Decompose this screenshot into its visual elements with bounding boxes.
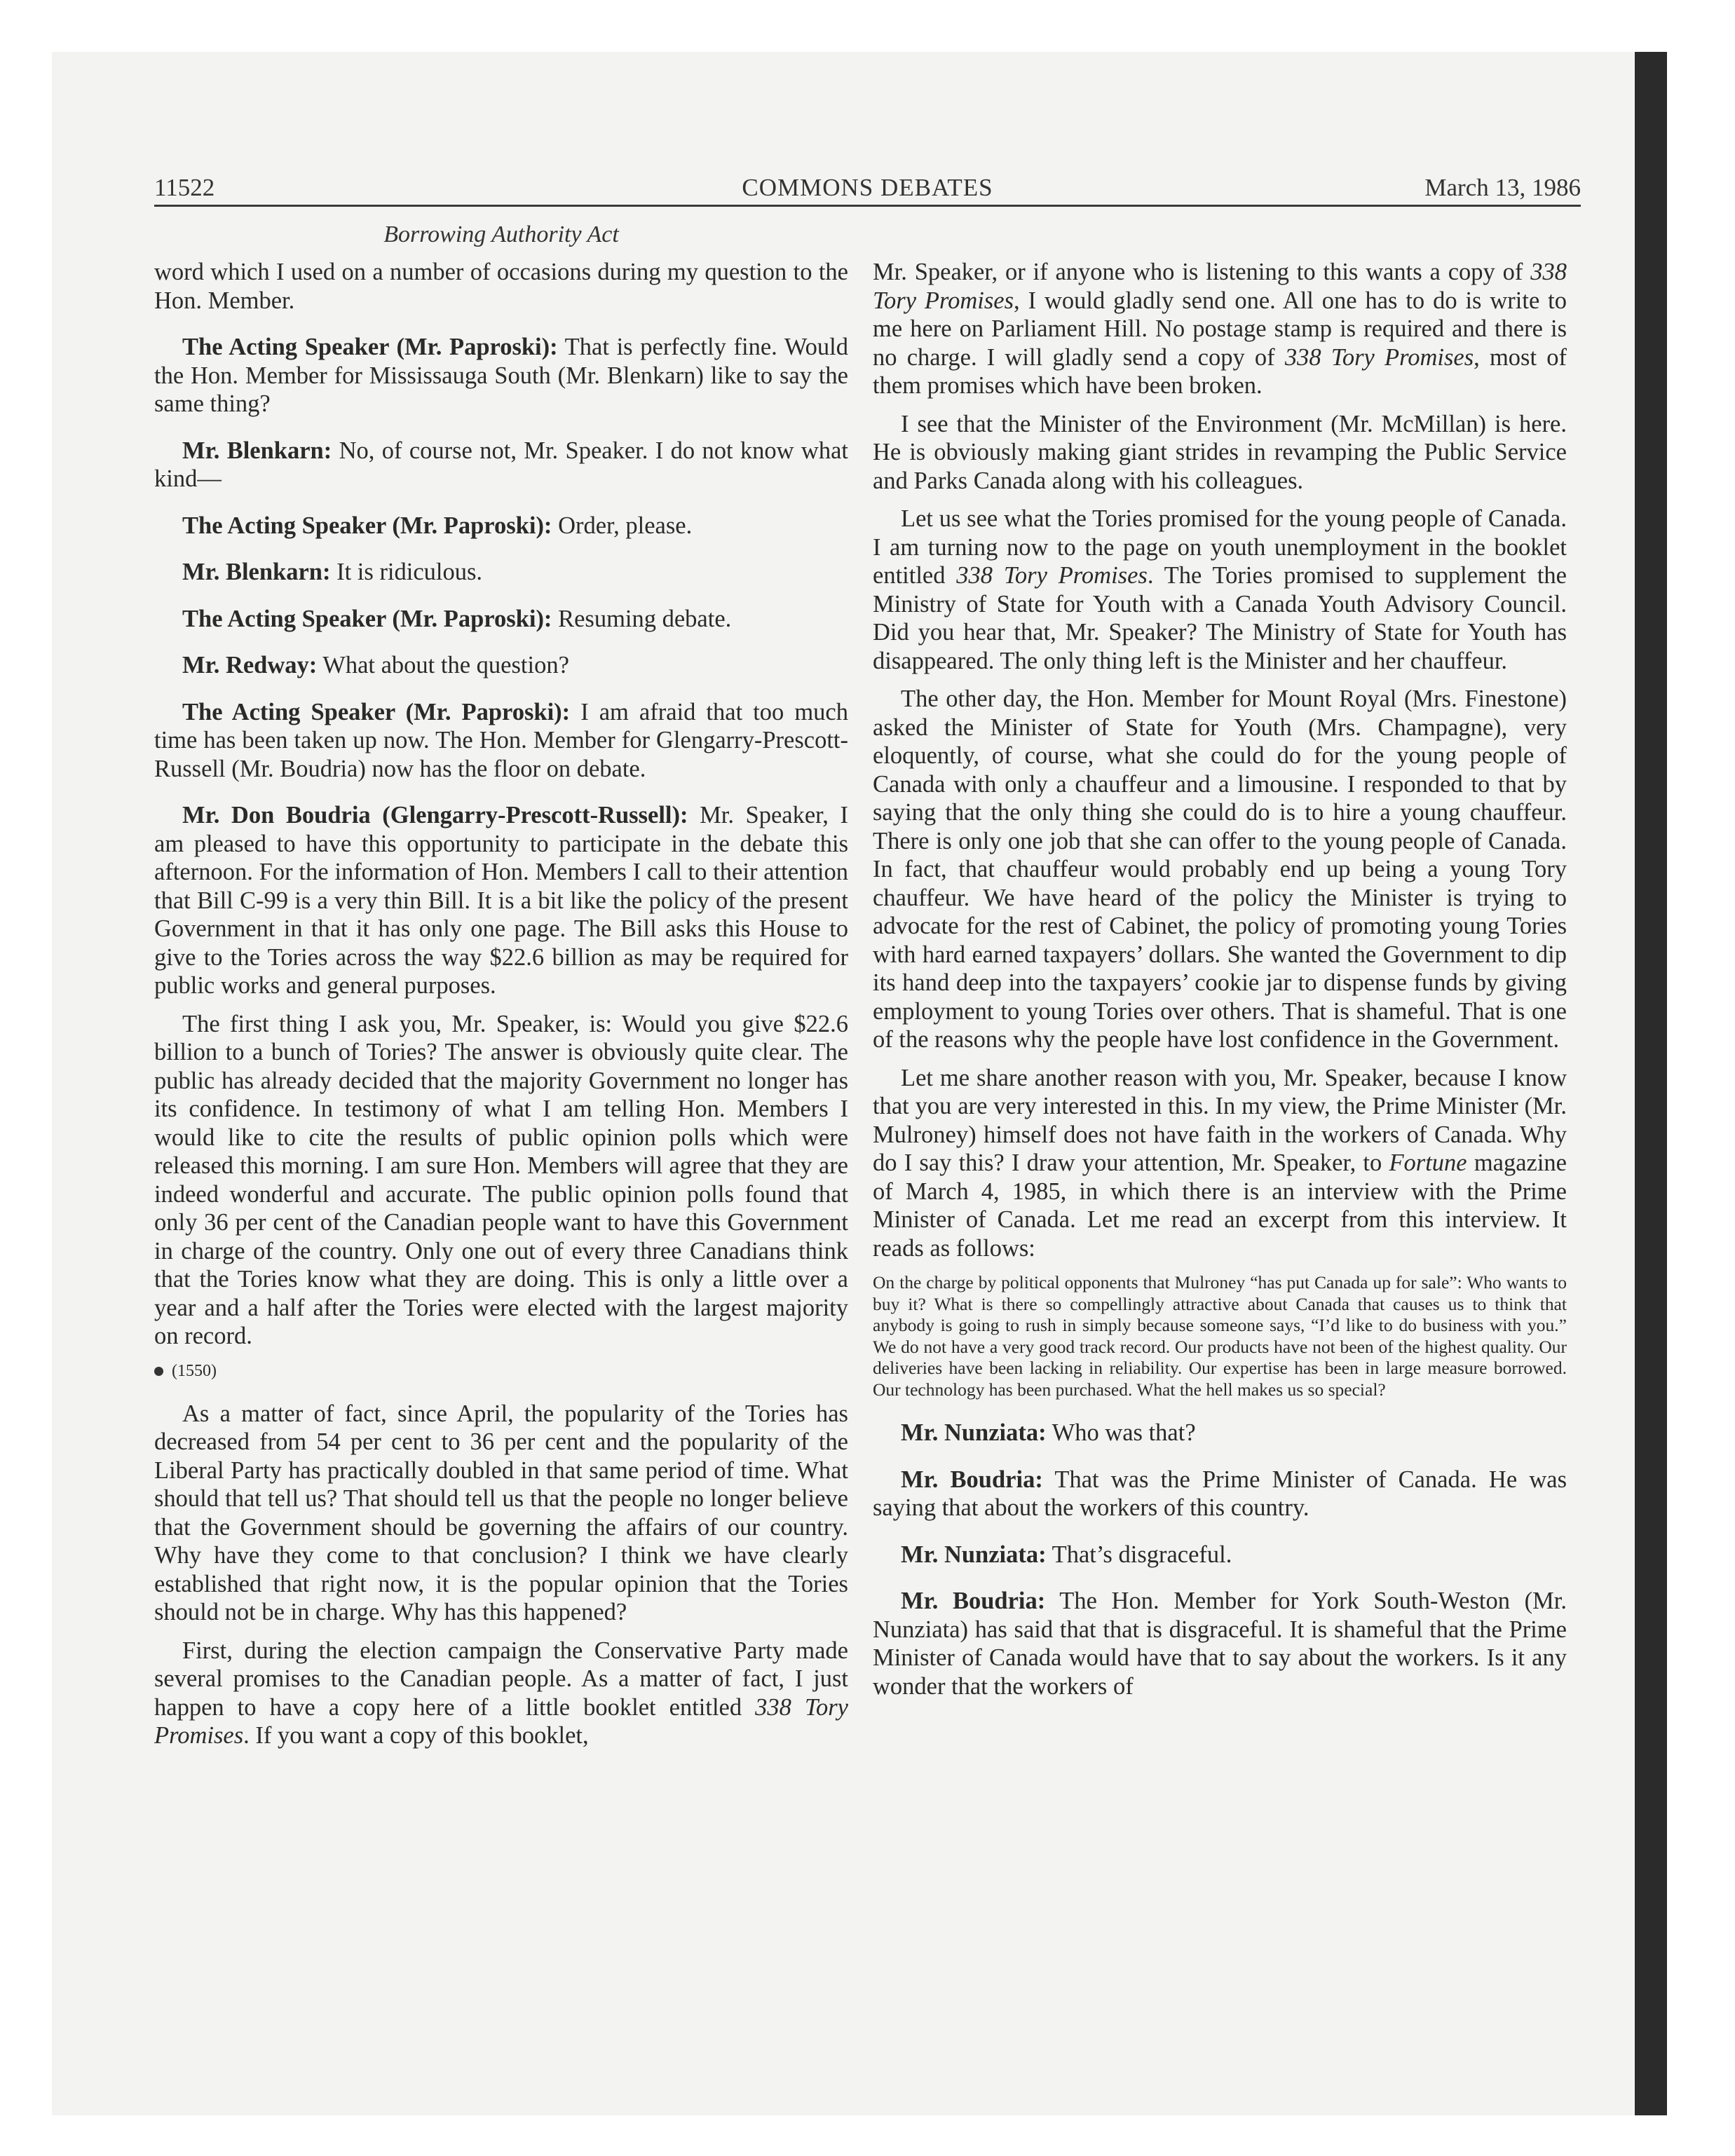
speaker-name: Mr. Boudria: — [901, 1466, 1043, 1493]
page-number: 11522 — [154, 174, 215, 201]
speaker-name: Mr. Nunziata: — [901, 1419, 1047, 1446]
speech-paragraph — [154, 651, 848, 680]
paragraph: The first thing I ask you, Mr. Speaker, is: Would you give $22.6 billion to a bunch of Tories? The answer is obviously quite clear. The public has already decided that the majority Government no longer has its confidence. In testimony of what I am telling Hon. Members I would like to cite the results of public opinion polls which were released this morning. I am sure Hon. Members will agree that they are indeed wonderful and accurate. The public opinion polls found that only 36 per cent of the Canadian people want to have this Government in charge of the country. Only one out of every three Canadians think that the Tories know what they are doing. This is only a little over a year and a half after the Tories were elected with the largest majority on record. — [154, 1010, 848, 1349]
speaker-name: Mr. Blenkarn: — [182, 559, 331, 585]
speech-paragraph — [154, 801, 848, 1000]
speaker-name: Mr. Nunziata: — [901, 1541, 1047, 1568]
section-subhead: Borrowing Authority Act — [383, 221, 619, 247]
speech-text: Resuming debate. — [552, 605, 732, 632]
speaker-name: Mr. Boudria: — [901, 1588, 1046, 1614]
speaker-name: The Acting Speaker (Mr. Paproski): — [182, 512, 552, 539]
speech-text: It is ridiculous. — [330, 559, 483, 585]
paragraph-text: Mr. Speaker, or if anyone who is listening to this wants a copy of — [873, 259, 1531, 285]
speech-paragraph — [873, 1541, 1567, 1569]
paragraph: I see that the Minister of the Environment (Mr. McMillan) is here. He is obviously making giant strides in revamping the Public Service and Parks Canada along with his colleagues. — [873, 410, 1567, 494]
paragraph — [873, 1064, 1567, 1263]
running-header — [154, 165, 1581, 207]
speech-paragraph — [154, 512, 848, 540]
paragraph-text: . The Tories promised to supplement the Ministry of State for Youth with a Canada Youth Advisory Council. Did you hear that, Mr. Speaker? The Ministry of State for Youth has disappeared. The only thing left is the Minister and her chauffeur. — [873, 562, 1567, 674]
publication-date: March 13, 1986 — [1424, 174, 1581, 201]
speaker-name: Mr. Blenkarn: — [182, 437, 332, 464]
page-edge-shadow — [1635, 52, 1667, 2115]
magazine-title: Fortune — [1389, 1149, 1467, 1176]
left-column — [154, 258, 848, 1760]
block-quote: On the charge by political opponents that Mulroney “has put Canada up for sale”: Who wants to buy it? What is there so compellingly attractive about Canada that causes us to think that anybody is going to rush in simply because someone says, “I’d like to do business with you.” We do not have a very good track record. Our products have not been of the highest quality. Our deliveries have been lacking in reliability. Our expertise has been in large measure borrowed. Our technology has been purchased. What the hell makes us so special? — [873, 1272, 1567, 1400]
booklet-title: 338 Tory Promises — [873, 259, 1567, 314]
booklet-title: 338 Tory Promises — [956, 562, 1148, 589]
paragraph: As a matter of fact, since April, the popularity of the Tories has decreased from 54 per cent to 36 per cent and the popularity of the Liberal Party has practically doubled in that same period of time. What should that tell us? That should tell us that the people no longer believe that the Government should be governing the affairs of our country. Why have they come to that conclusion? I think we have clearly established that right now, it is the popular opinion that the Tories should not be in charge. Why has this happened? — [154, 1400, 848, 1625]
speech-paragraph — [154, 558, 848, 587]
speaker-name: The Acting Speaker (Mr. Paproski): — [182, 605, 552, 632]
time-marker — [154, 1360, 848, 1381]
speaker-name: Mr. Redway: — [182, 652, 318, 678]
paragraph — [873, 505, 1567, 675]
speaker-name: Mr. Don Boudria (Glengarry-Prescott-Russell): — [182, 802, 688, 828]
paragraph-text: Let us see what the Tories promised for the young people of Canada. I am turning now to the page on youth unemployment in the booklet entitled — [873, 505, 1567, 589]
time-stamp: (1550) — [172, 1361, 217, 1380]
right-column — [873, 258, 1567, 1719]
speaker-name: The Acting Speaker (Mr. Paproski): — [182, 698, 571, 725]
publication-title: COMMONS DEBATES — [742, 174, 993, 201]
speech-text: That is perfectly fine. Would the Hon. Member for Mississauga South (Mr. Blenkarn) like to say the same thing? — [154, 334, 848, 417]
paragraph-text: First, during the election campaign the Conservative Party made several promises to the Canadian people. As a matter of fact, I just happen to have a copy here of a little booklet entitled — [154, 1637, 848, 1721]
speech-paragraph — [154, 333, 848, 418]
speech-text: Mr. Speaker, I am pleased to have this opportunity to participate in the debate this afternoon. For the information of Hon. Members I call to their attention that Bill C-99 is a very thin Bill. It is a bit like the policy of the present Government in that it has only one page. The Bill asks this House to give to the Tories across the way $22.6 billion as may be required for public works and general purposes. — [154, 802, 848, 999]
paragraph — [873, 258, 1567, 400]
speech-text: Order, please. — [552, 512, 693, 539]
paragraph-text: Let me share another reason with you, Mr. Speaker, because I know that you are very interested in this. In my view, the Prime Minister (Mr. Mulroney) himself does not have faith in the workers of Canada. Why do I say this? I draw your attention, Mr. Speaker, to — [873, 1064, 1567, 1176]
paragraph: word which I used on a number of occasions during my question to the Hon. Member. — [154, 259, 848, 314]
paragraph-text: , I would gladly send one. All one has to do is write to me here on Parliament Hill. No postage stamp is required and there is no charge. I will gladly send a copy of — [873, 287, 1567, 371]
booklet-title: 338 Tory Promises — [154, 1693, 848, 1749]
booklet-title: 338 Tory Promises — [1284, 343, 1474, 371]
paragraph-text: magazine of March 4, 1985, in which there is an interview with the Prime Minister of Canada. Let me read an excerpt from this interview. It reads as follows: — [873, 1149, 1567, 1262]
paragraph-text: , most of them promises which have been broken. — [873, 343, 1567, 399]
speech-text: I am afraid that too much time has been taken up now. The Hon. Member for Glengarry-Prescott-Russell (Mr. Boudria) now has the floor on debate. — [154, 698, 848, 782]
paragraph-text: . If you want a copy of this booklet, — [243, 1722, 589, 1749]
speech-paragraph — [154, 698, 848, 784]
speech-text: No, of course not, Mr. Speaker. I do not know what kind— — [154, 437, 848, 492]
speech-paragraph — [873, 1419, 1567, 1447]
speaker-name: The Acting Speaker (Mr. Paproski): — [182, 334, 558, 360]
bullet-dot-icon — [154, 1367, 163, 1376]
speech-text: That was the Prime Minister of Canada. He was saying that about the workers of this country. — [873, 1466, 1567, 1521]
speech-paragraph — [154, 437, 848, 493]
speech-paragraph — [154, 605, 848, 634]
speech-text: What about the question? — [317, 652, 569, 678]
speech-text: Who was that? — [1046, 1419, 1196, 1446]
speech-paragraph — [873, 1587, 1567, 1700]
speech-text: The Hon. Member for York South-Weston (Mr. Nunziata) has said that that is disgraceful. It is shameful that the Prime Minister of Canada would have that to say about the workers. Is it any wonder that the workers of — [873, 1588, 1567, 1700]
speech-paragraph — [873, 1466, 1567, 1522]
paragraph — [154, 1637, 848, 1750]
speech-text: That’s disgraceful. — [1046, 1541, 1232, 1568]
paragraph: The other day, the Hon. Member for Mount Royal (Mrs. Finestone) asked the Minister of State for Youth (Mrs. Champagne), very eloquently, of course, what she could do for the young people of Canada with only a chauffeur and a limousine. I responded to that by saying that the only thing she could do is to hire a young chauffeur. There is only one job that she can offer to the young people of Canada. In fact, that chauffeur would probably end up being a young Tory chauffeur. We have heard of the policy the Minister is trying to advocate for the rest of Cabinet, the policy of promoting young Tories with hard earned taxpayers’ dollars. She wanted the Government to dip its hand deep into the taxpayers’ cookie jar to dispense funds by giving employment to young Tories over others. That is shameful. That is one of the reasons why the people have lost confidence in the Government. — [873, 685, 1567, 1053]
